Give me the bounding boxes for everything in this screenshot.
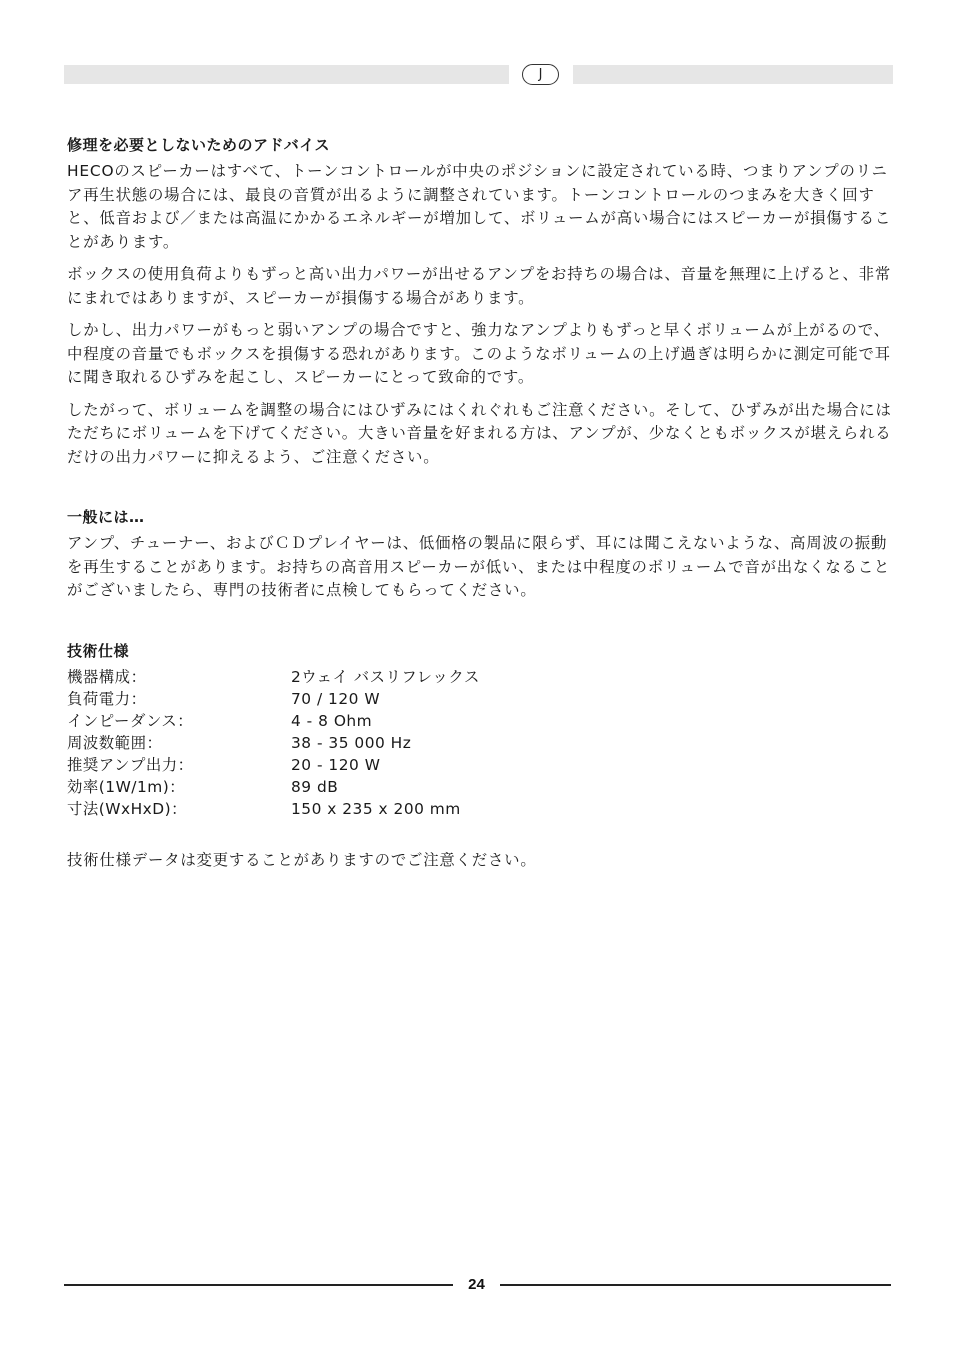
spec-row	[67, 710, 480, 732]
language-badge-label: J	[522, 64, 559, 85]
spec-label: インピーダンス：	[67, 711, 194, 730]
advice-paragraph: HECOのスピーカーはすべて、トーンコントロールが中央のポジションに設定されている時、つまりアンプのリニア再生状態の場合には、最良の音質が出るように調整されています。トーンコントロールのつまみを大きく回すと、低音および／または高温にかかるエネルギーが増加して、ボリュームが高い場合にはスピーカーが損傷することがあります。	[67, 162, 892, 251]
page-content	[67, 134, 893, 871]
spec-label: 機器構成：	[67, 667, 147, 686]
specs-note: 技術仕様データは変更することがありますのでご注意ください。	[67, 850, 537, 869]
spec-label: 周波数範囲：	[67, 733, 163, 752]
spec-value: 70 / 120 W	[291, 689, 381, 708]
spec-label: 寸法(WxHxD)：	[67, 799, 188, 818]
spec-row	[67, 776, 480, 798]
spec-row	[67, 666, 480, 688]
footer	[64, 1275, 891, 1295]
advice-paragraph: ボックスの使用負荷よりもずっと高い出力パワーが出せるアンプをお持ちの場合は、音量を無理に上げると、非常にまれではありますが、スピーカーが損傷する場合があります。	[67, 265, 892, 307]
footer-rule-right	[500, 1284, 891, 1286]
spec-value: 4 - 8 Ohm	[291, 711, 373, 730]
general-heading: 一般には…	[67, 508, 145, 526]
spec-label: 効率(1W/1m)：	[67, 777, 186, 796]
language-badge	[509, 63, 573, 86]
spec-row	[67, 732, 480, 754]
advice-heading: 修理を必要としないためのアドバイス	[67, 136, 331, 154]
spec-row	[67, 798, 480, 820]
header-bar	[64, 65, 893, 84]
advice-paragraph: したがって、ボリュームを調整の場合にはひずみにはくれぐれもご注意ください。そして、ひずみが出た場合にはただちにボリュームを下げてください。大きい音量を好まれる方は、アンプが、少なくともボックスが堪えられるだけの出力パワーに抑えるよう、ご注意ください。	[67, 400, 892, 466]
spec-value: 150 x 235 x 200 mm	[291, 799, 461, 818]
page-number: 24	[468, 1276, 485, 1293]
spec-row	[67, 754, 480, 776]
spec-label: 負荷電力：	[67, 689, 147, 708]
spec-value: 89 dB	[291, 777, 339, 796]
advice-paragraph: しかし、出力パワーがもっと弱いアンプの場合ですと、強力なアンプよりもずっと早くボリュームが上がるので、中程度の音量でもボックスを損傷する恐れがあります。このようなボリュームの上げ過ぎは明らかに測定可能で耳に聞き取れるひずみを起こし、スピーカーにとって致命的です。	[67, 321, 891, 386]
spec-value: 38 - 35 000 Hz	[291, 733, 412, 752]
general-paragraph: アンプ、チューナー、およびＣＤプレイヤーは、低価格の製品に限らず、耳には聞こえないような、高周波の振動を再生することがあります。お持ちの高音用スピーカーが低い、または中程度のボリュームで音が出なくなることがございましたら、専門の技術者に点検してもらってください。	[67, 534, 891, 599]
spec-label: 推奨アンプ出力：	[67, 755, 194, 774]
spec-value: 20 - 120 W	[291, 755, 381, 774]
footer-rule-left	[64, 1284, 453, 1286]
specs-heading: 技術仕様	[67, 641, 130, 660]
spec-row	[67, 688, 480, 710]
header-band	[64, 65, 893, 84]
specs-table	[67, 666, 480, 820]
section-gap	[67, 478, 893, 506]
spec-value: 2ウェイ バスリフレックス	[291, 667, 480, 686]
section-gap	[67, 612, 893, 640]
